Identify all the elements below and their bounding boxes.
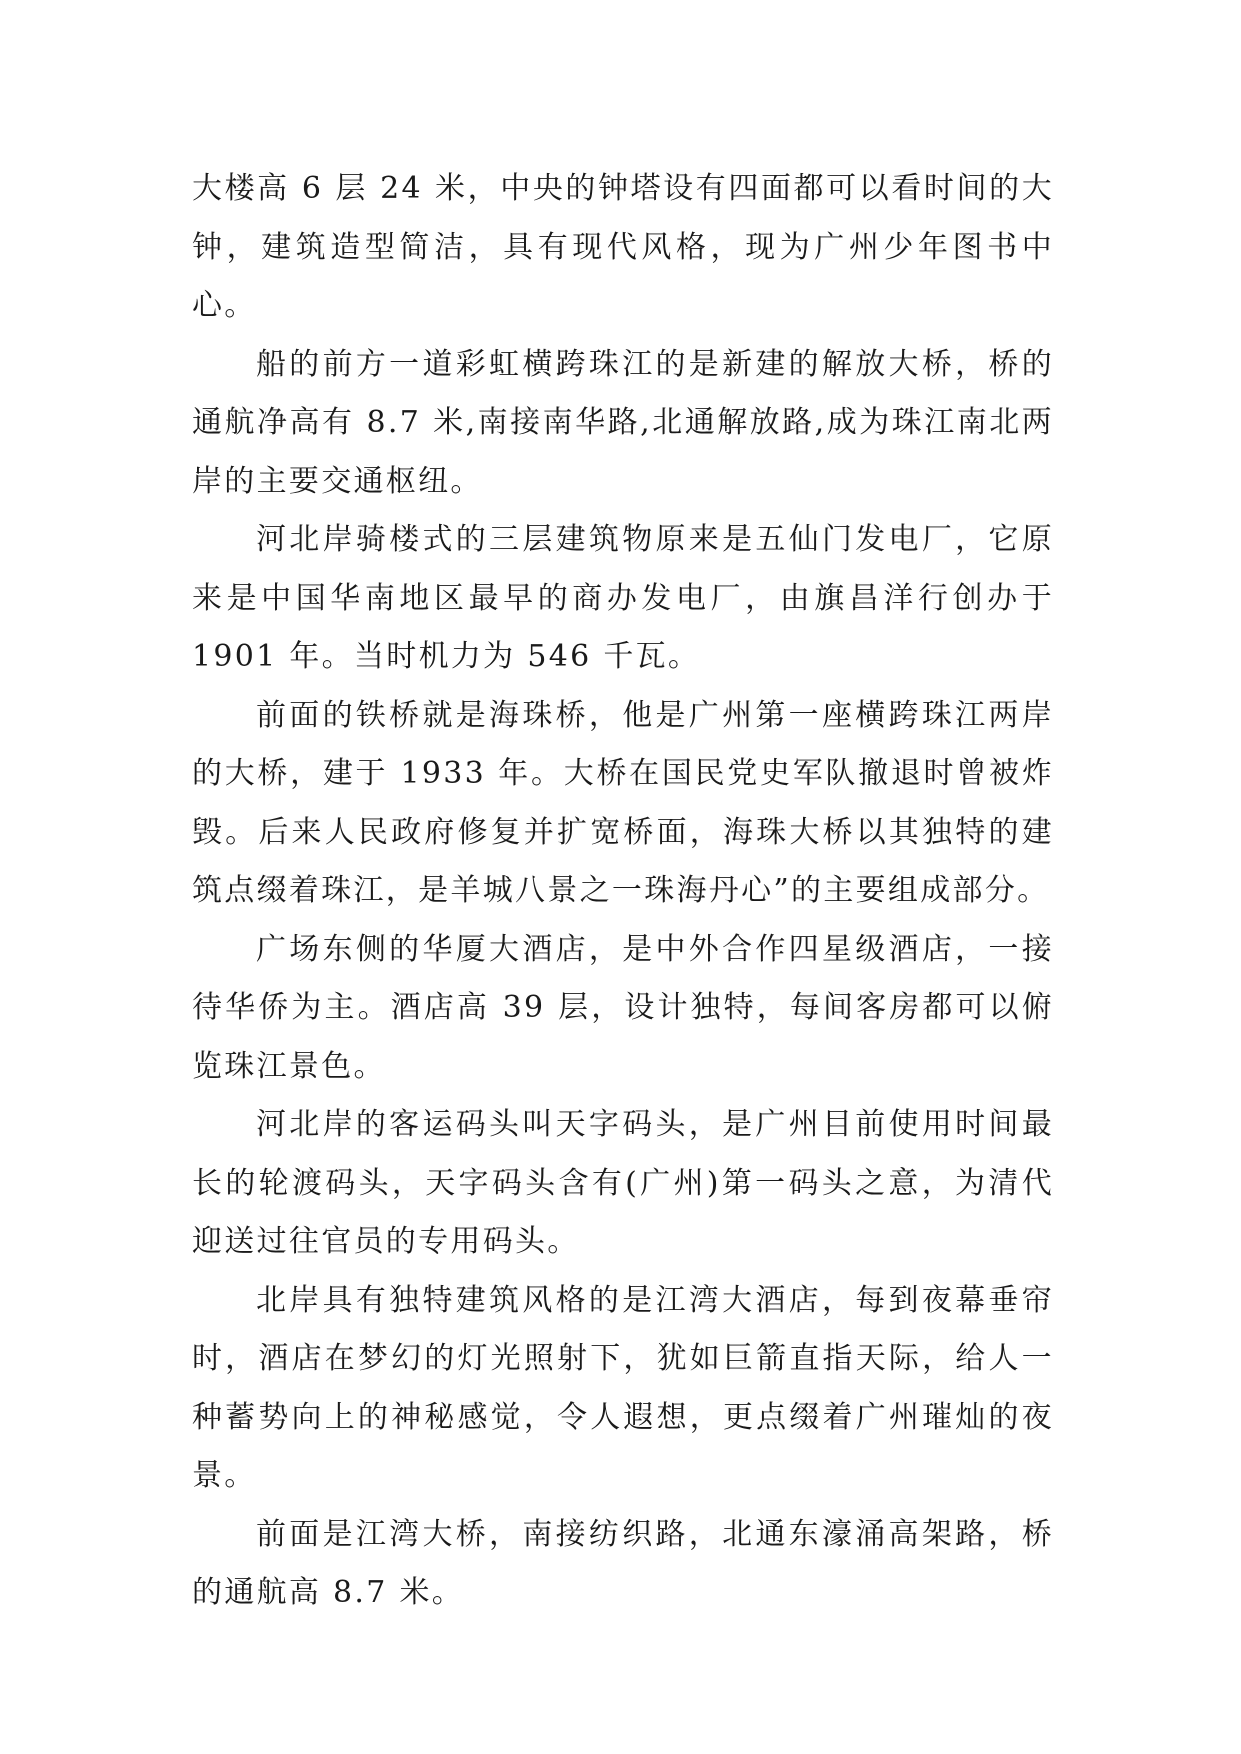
paragraph-7: 北岸具有独特建筑风格的是江湾大酒店，每到夜幕垂帘时，酒店在梦幻的灯光照射下，犹如巨箭直指天际，给人一种蓄势向上的神秘感觉，令人遐想，更点缀着广州璀灿的夜景。 xyxy=(192,1282,1054,1493)
paragraph-3: 河北岸骑楼式的三层建筑物原来是五仙门发电厂，它原来是中国华南地区最早的商办发电厂，由旗昌洋行创办于 1901 年。当时机力为 546 千瓦。 xyxy=(192,522,1054,674)
document-body xyxy=(192,160,1054,1623)
paragraph-2: 船的前方一道彩虹横跨珠江的是新建的解放大桥，桥的通航净高有 8.7 米,南接南华路,北通解放路,成为珠江南北两岸的主要交通枢纽。 xyxy=(192,346,1054,499)
paragraph-8: 前面是江湾大桥，南接纺织路，北通东濠涌高架路，桥的通航高 8.7 米。 xyxy=(192,1516,1054,1610)
paragraph-6: 河北岸的客运码头叫天字码头，是广州目前使用时间最长的轮渡码头，天字码头含有(广州)第一码头之意，为清代迎送过往官员的专用码头。 xyxy=(192,1107,1054,1259)
paragraph-1: 大楼高 6 层 24 米，中央的钟塔设有四面都可以看时间的大钟，建筑造型简洁，具有现代风格，现为广州少年图书中心。 xyxy=(192,171,1054,323)
paragraph-5: 广场东侧的华厦大酒店，是中外合作四星级酒店，一接待华侨为主。酒店高 39 层，设计独特，每间客房都可以俯览珠江景色。 xyxy=(192,931,1054,1084)
paragraph-4: 前面的铁桥就是海珠桥，他是广州第一座横跨珠江两岸的大桥，建于 1933 年。大桥在国民党史军队撤退时曾被炸毁。后来人民政府修复并扩宽桥面，海珠大桥以其独特的建筑点缀着珠江，是羊城八景之一珠海丹心”的主要组成部分。 xyxy=(192,697,1054,908)
